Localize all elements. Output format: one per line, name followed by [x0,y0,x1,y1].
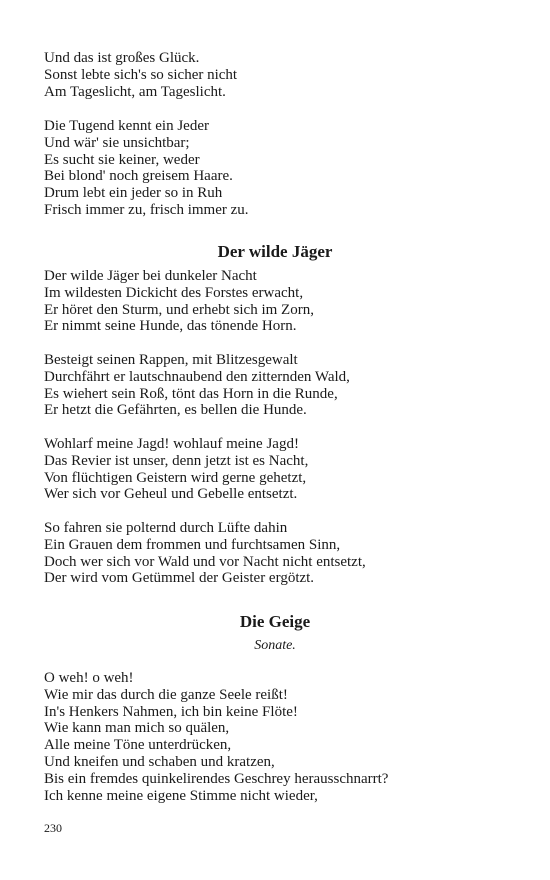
verse-line: Der wird vom Getümmel der Geister ergötzt. [44,570,315,587]
poem-title: Der wilde Jäger [217,242,333,261]
verse-line: Frisch immer zu, frisch immer zu. [44,201,249,218]
poem1-stanza-4 [44,520,366,587]
verse-line: Im wildesten Dickicht des Forstes erwacht, [44,284,304,301]
verse-line: Es sucht sie keiner, weder [44,151,200,168]
verse-line: Und das ist großes Glück. [44,50,200,66]
verse-line: Ein Grauen dem frommen und furchtsamen Sinn, [44,536,341,553]
verse-line: Besteigt seinen Rappen, mit Blitzesgewalt [44,352,298,368]
verse-line: Er höret den Sturm, und erhebt sich im Zorn, [44,301,314,318]
verse-line: Wie mir das durch die ganze Seele reißt! [44,686,288,703]
verse-line: Die Tugend kennt ein Jeder [44,118,209,134]
verse-line: Von flüchtigen Geistern wird gerne gehetzt, [44,469,307,486]
verse-line: Bis ein fremdes quinkelirendes Geschrey herausschnarrt? [44,770,389,787]
verse-line: Und kneifen und schaben und kratzen, [44,753,275,770]
verse-line: Ich kenne meine eigene Stimme nicht wieder, [44,787,318,804]
verse-line: Es wiehert sein Roß, tönt das Horn in die Runde, [44,385,338,402]
verse-line: So fahren sie polternd durch Lüfte dahin [44,520,288,536]
verse-line: Am Tageslicht, am Tageslicht. [44,83,226,100]
poem1-stanza-3 [44,436,308,503]
verse-line: Alle meine Töne unterdrücken, [44,737,232,754]
verse-line: Das Revier ist unser, denn jetzt ist es Nacht, [44,452,309,469]
stanza-continued-1 [44,50,237,100]
verse-line: In's Henkers Nahmen, ich bin keine Flöte! [44,703,298,720]
verse-line: Er hetzt die Gefährten, es bellen die Hunde. [44,402,307,419]
poem1-stanza-1 [44,268,314,335]
verse-line: Der wilde Jäger bei dunkeler Nacht [44,268,257,284]
verse-line: O weh! o weh! [44,670,134,686]
verse-line: Sonst lebte sich's so sicher nicht [44,66,238,83]
poem-title: Die Geige [239,612,311,631]
verse-line: Doch wer sich vor Wald und vor Nacht nicht entsetzt, [44,553,366,570]
verse-line: Bei blond' noch greisem Haare. [44,168,233,185]
verse-line: Er nimmt seine Hunde, das tönende Horn. [44,318,297,335]
poem-subtitle: Sonate. [254,638,296,653]
verse-line: Wer sich vor Geheul und Gebelle entsetzt. [44,486,298,503]
poem2-stanza-1 [44,670,388,804]
verse-line: Drum lebt ein jeder so in Ruh [44,185,223,202]
verse-line: Wie kann man mich so quälen, [44,720,230,737]
verse-line: Durchfährt er lautschnaubend den zitternden Wald, [44,368,350,385]
verse-line: Und wär' sie unsichtbar; [44,134,190,151]
page-number: 230 [44,821,62,835]
verse-line: Wohlarf meine Jagd! wohlauf meine Jagd! [44,436,299,452]
stanza-continued-2 [44,118,249,219]
poem1-stanza-2 [44,352,350,419]
